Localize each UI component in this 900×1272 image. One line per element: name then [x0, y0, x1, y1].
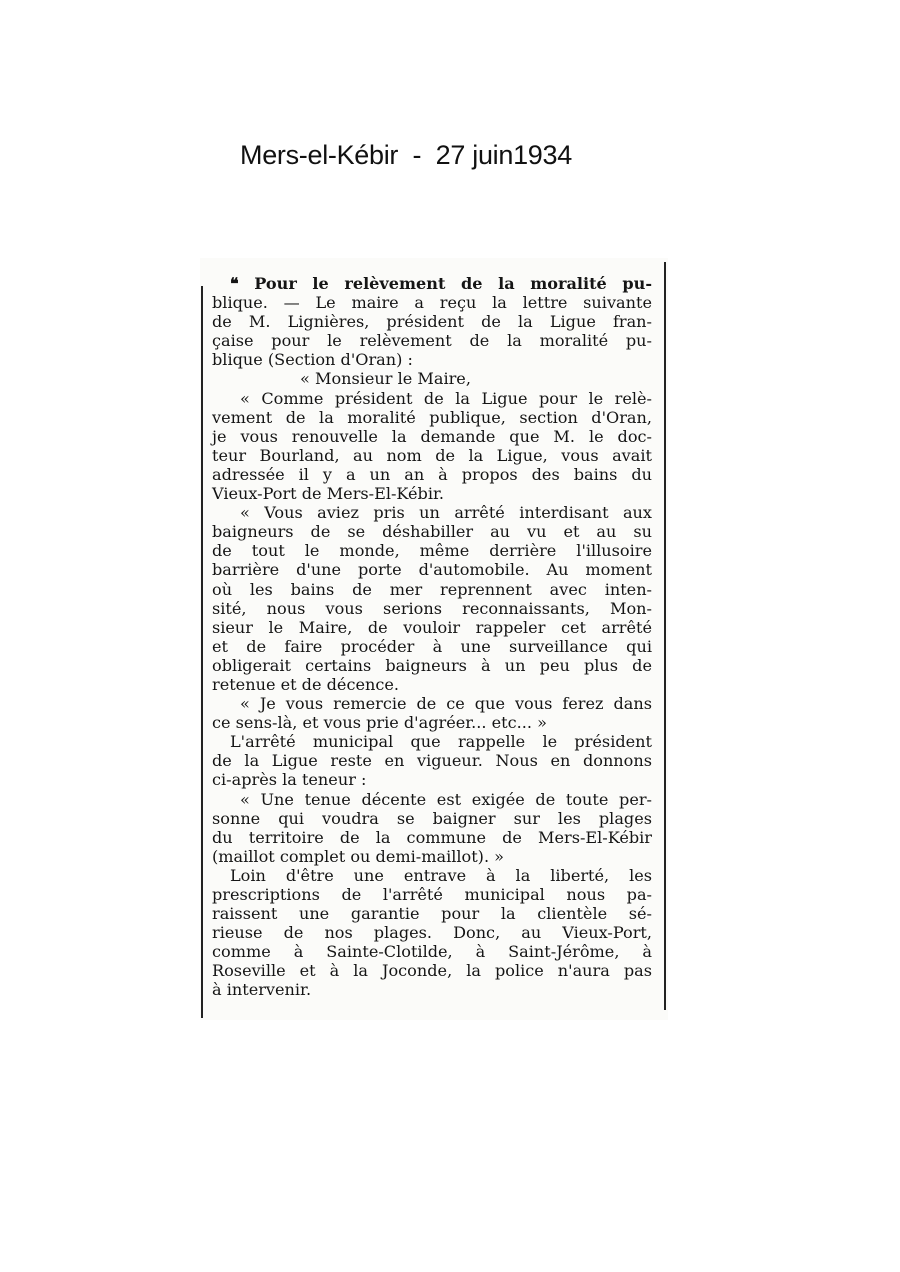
article-line: çaise pour le relèvement de la moralité pu- — [212, 331, 652, 351]
article-line: du territoire de la commune de Mers-El-Kébir — [212, 827, 652, 847]
article-line: « Une tenue décente est exigée de toute per- — [240, 789, 652, 809]
article-line: « Comme président de la Ligue pour le relè- — [240, 388, 652, 408]
article-line: Roseville et à la Joconde, la police n'aura pas — [212, 961, 652, 981]
article-line: barrière d'une porte d'automobile. Au moment — [212, 560, 652, 580]
article-line: comme à Sainte-Clotilde, à Saint-Jérôme, à — [212, 942, 652, 962]
article-line: de M. Lignières, président de la Ligue fran- — [212, 312, 652, 332]
article-line: Loin d'être une entrave à la liberté, les — [230, 865, 652, 885]
article-line: ❝ Pour le relèvement de la moralité pu- — [230, 274, 652, 293]
column-rule-left — [201, 286, 203, 1018]
article-line: Vieux-Port de Mers-El-Kébir. — [212, 484, 445, 504]
article-line: « Vous aviez pris un arrêté interdisant aux — [240, 503, 652, 523]
article-line: où les bains de mer reprennent avec inten- — [212, 579, 652, 599]
article-line: sonne qui voudra se baigner sur les plages — [212, 808, 652, 828]
article-line: prescriptions de l'arrêté municipal nous pa- — [212, 885, 652, 904]
article-line: sité, nous vous serions reconnaissants, Mon- — [212, 598, 652, 618]
article-line: obligerait certains baigneurs à un peu plus de — [212, 655, 652, 675]
article-line: raissent une garantie pour la clientèle sé- — [212, 904, 652, 924]
article-line: adressée il y a un an à propos des bains du — [212, 464, 652, 484]
article-line: rieuse de nos plages. Donc, au Vieux-Port, — [212, 923, 652, 943]
article-line: blique (Section d'Oran) : — [212, 350, 413, 370]
article-line: je vous renouvelle la demande que M. le doc- — [212, 426, 652, 446]
article-line: baigneurs de se déshabiller au vu et au su — [212, 522, 652, 542]
article-line: teur Bourland, au nom de la Ligue, vous avait — [212, 445, 652, 465]
article-line: sieur le Maire, de vouloir rappeler cet arrêté — [212, 617, 652, 637]
article-line: vement de la moralité publique, section d'Oran, — [212, 407, 652, 427]
article-line: retenue et de décence. — [212, 674, 400, 694]
article-body — [212, 274, 652, 1000]
article-line: à intervenir. — [212, 980, 312, 1000]
article-line: de la Ligue reste en vigueur. Nous en donnons — [212, 751, 652, 771]
article-line: « Je vous remercie de ce que vous ferez dans — [240, 694, 652, 714]
column-rule-right — [664, 262, 666, 1010]
article-line: ci-après la teneur : — [212, 770, 367, 790]
article-line: L'arrêté municipal que rappelle le président — [230, 732, 652, 752]
article-line: de tout le monde, même derrière l'illusoire — [212, 541, 652, 561]
article-line: (maillot complet ou demi-maillot). » — [212, 846, 505, 866]
article-line: ce sens-là, et vous prie d'agréer... etc... » — [212, 713, 547, 733]
article-line: et de faire procéder à une surveillance qui — [212, 636, 652, 656]
article-line: « Monsieur le Maire, — [300, 369, 471, 389]
article-line: blique. — Le maire a reçu la lettre suivante — [212, 293, 652, 313]
page-heading: Mers-el-Kébir - 27 juin1934 — [240, 140, 572, 170]
